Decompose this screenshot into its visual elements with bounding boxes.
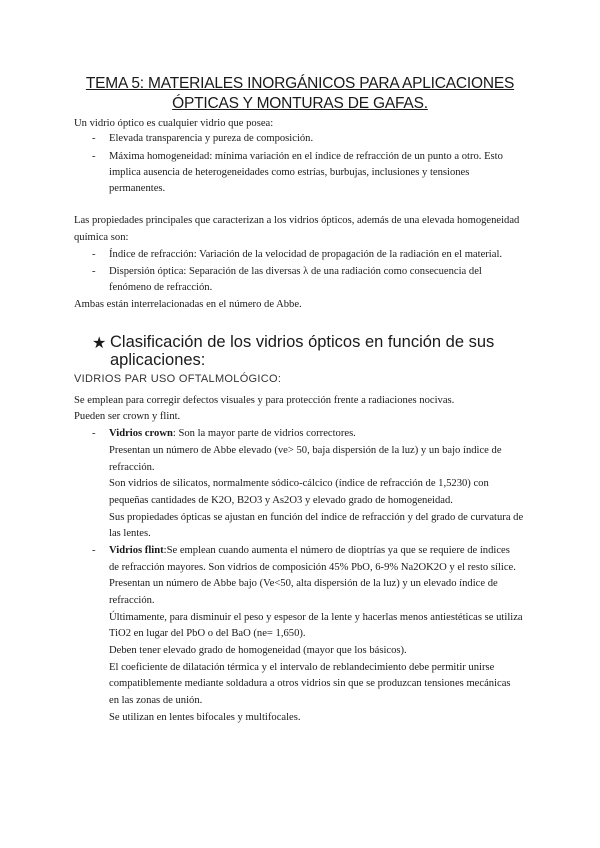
title-line-2: ÓPTICAS Y MONTURAS DE GAFAS. — [172, 95, 428, 112]
section-heading-line-1: Clasificación de los vidrios ópticos en función de sus — [110, 333, 495, 351]
flint-text: :Se emplean cuando aumenta el número de dioptrías ya que se requiere de índices — [163, 545, 510, 556]
flint-line: Presentan un número de Abbe bajo (Ve<50, alta dispersión de la luz) y un elevado índice de — [109, 578, 498, 589]
bullet-dash: - — [92, 133, 96, 144]
crown-line: las lentes. — [109, 528, 151, 539]
paragraph-line: Se emplean para corregir defectos visuales y para protección frente a radiaciones nocivas. — [74, 395, 455, 406]
section-heading-line-2: aplicaciones: — [110, 351, 206, 369]
title-line-1: TEMA 5: MATERIALES INORGÁNICOS PARA APLICACIONES — [85, 75, 515, 92]
flint-line: Deben tener elevado grado de homogeneidad (mayor que los básicos). — [109, 645, 407, 656]
paragraph-line: Las propiedades principales que caracterizan a los vidrios ópticos, además de una elevada homogeneidad — [74, 215, 520, 226]
list-item: Elevada transparencia y pureza de composición. — [109, 133, 314, 144]
crown-line: pequeñas cantidades de K2O, B2O3 y As2O3 y elevado grado de homogeneidad. — [109, 495, 453, 506]
bullet-dash: - — [92, 266, 96, 277]
flint-line: El coeficiente de dilatación térmica y el intervalo de reblandecimiento debe permitir unirse — [109, 662, 495, 673]
paragraph-line: química son: — [74, 232, 129, 243]
paragraph-line: Ambas están interrelacionadas en el número de Abbe. — [74, 299, 302, 310]
flint-line: Se utilizan en lentes bifocales y multifocales. — [109, 712, 301, 723]
flint-first-line — [109, 544, 510, 557]
bullet-dash: - — [92, 151, 96, 162]
flint-label: Vidrios flint — [109, 545, 164, 556]
bullet-dash: - — [92, 249, 96, 260]
flint-line: TiO2 en lugar del PbO o del BaO (ne= 1,650). — [109, 628, 306, 639]
crown-line: Sus propiedades ópticas se ajustan en función del índice de refracción y del grado de curvatura de — [109, 512, 524, 523]
list-item-cont: fenómeno de refracción. — [109, 282, 213, 293]
paragraph-line: Pueden ser crown y flint. — [74, 411, 181, 422]
intro-text: Un vidrio óptico es cualquier vidrio que posea: — [74, 118, 274, 129]
flint-line: en las zonas de unión. — [109, 695, 203, 706]
list-item: Máxima homogeneidad: mínima variación en el índice de refracción de un punto a otro. Esto — [109, 151, 503, 162]
crown-text: : Son la mayor parte de vidrios correctores. — [172, 428, 356, 439]
crown-line: Presentan un número de Abbe elevado (ve> 50, baja dispersión de la luz) y un bajo índice de — [109, 445, 502, 456]
crown-line: Son vidrios de silicatos, normalmente sódico-cálcico (índice de refracción de 1,5230) con — [109, 478, 489, 489]
list-item: Índice de refracción: Variación de la velocidad de propagación de la radiación en el material. — [109, 249, 503, 260]
page-title — [60, 74, 540, 114]
flint-line: refracción. — [109, 595, 155, 606]
list-item: Dispersión óptica: Separación de las diversas λ de una radiación como consecuencia del — [109, 266, 482, 277]
crown-line: refracción. — [109, 462, 155, 473]
list-item-cont: permanentes. — [109, 183, 166, 194]
bullet-dash: - — [92, 428, 96, 439]
bullet-dash: - — [92, 545, 96, 556]
list-item-cont: implica ausencia de heterogeneidades como estrías, burbujas, inclusiones y tensiones — [109, 167, 470, 178]
flint-line: Últimamente, para disminuir el peso y espesor de la lente y hacerlas menos antiestéticas se utiliza — [109, 612, 523, 623]
flint-line: compatiblemente mediante soldadura a otros vidrios sin que se produzcan tensiones mecánicas — [109, 678, 511, 689]
crown-label: Vidrios crown — [109, 428, 173, 439]
star-icon: ★ — [92, 333, 107, 352]
subsection-heading: VIDRIOS PAR USO OFTALMOLÓGICO: — [74, 373, 282, 385]
flint-line: de refracción mayores. Son vidrios de composición 45% PbO, 6-9% Na2OK2O y el resto sílice. — [109, 562, 516, 573]
crown-first-line — [109, 427, 356, 440]
